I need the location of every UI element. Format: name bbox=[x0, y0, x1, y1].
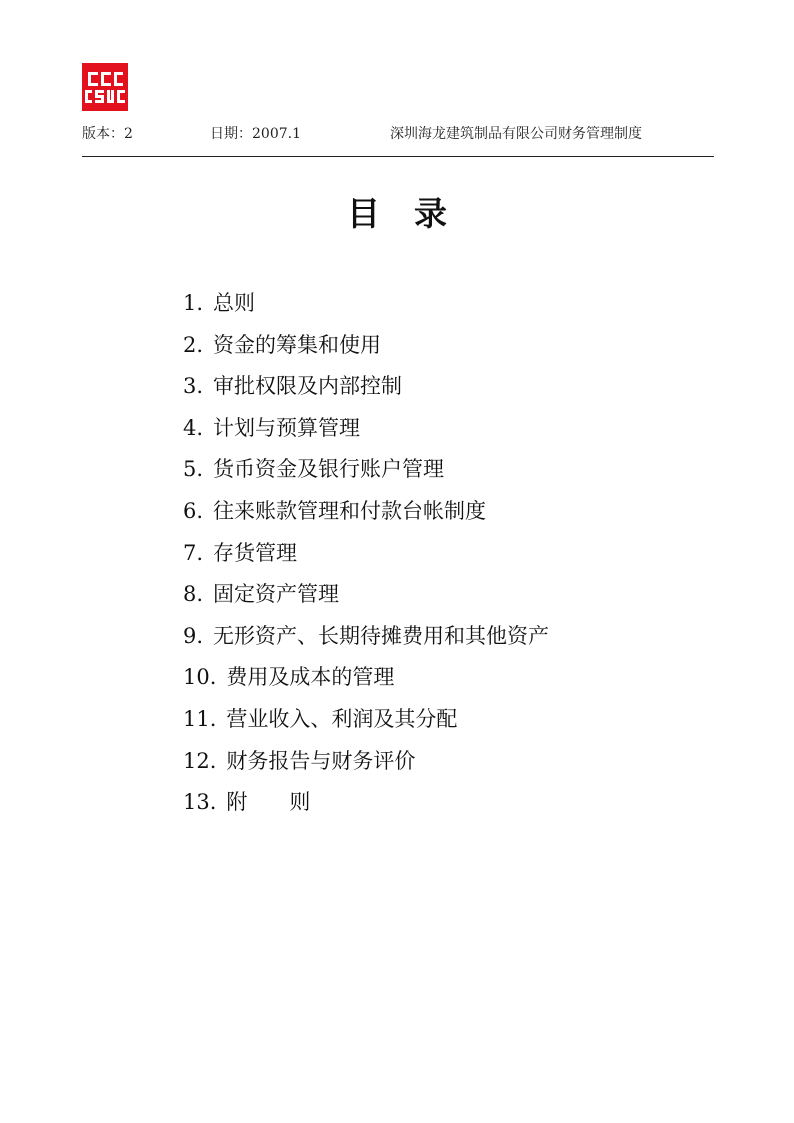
toc-item-label: 无形资产、长期待摊费用和其他资产 bbox=[213, 623, 550, 648]
toc-item-number: 12. bbox=[183, 748, 217, 773]
toc-item-label: 计划与预算管理 bbox=[213, 415, 361, 440]
toc-item-label: 固定资产管理 bbox=[213, 582, 340, 607]
toc-item-label: 存货管理 bbox=[213, 540, 298, 565]
document-header-title: 深圳海龙建筑制品有限公司财务管理制度 bbox=[390, 126, 642, 142]
company-logo-mark bbox=[82, 63, 128, 111]
toc-item-label: 财务报告与财务评价 bbox=[226, 748, 416, 773]
toc-item bbox=[183, 536, 549, 578]
toc-item-label: 总则 bbox=[213, 291, 256, 315]
toc-item bbox=[183, 494, 549, 536]
toc-item-number: 2. bbox=[183, 332, 204, 357]
toc-item-number: 8. bbox=[183, 582, 204, 607]
toc-item-number: 10. bbox=[183, 665, 217, 690]
toc-item-number: 1. bbox=[183, 291, 204, 315]
toc-list bbox=[183, 286, 549, 827]
toc-item-number: 5. bbox=[183, 457, 204, 482]
toc-item-label: 往来账款管理和付款台帐制度 bbox=[213, 498, 487, 523]
toc-item-label: 审批权限及内部控制 bbox=[213, 374, 403, 399]
toc-item bbox=[183, 744, 549, 786]
document-date: 日期：2007.1 bbox=[210, 126, 301, 142]
toc-item bbox=[183, 577, 549, 619]
document-version: 版本：2 bbox=[82, 126, 133, 142]
toc-title: 目录 bbox=[347, 194, 481, 233]
toc-item-label: 附 则 bbox=[226, 790, 311, 815]
toc-item bbox=[183, 660, 549, 702]
toc-item-number: 11. bbox=[183, 706, 217, 731]
toc-item-number: 6. bbox=[183, 498, 204, 523]
toc-item-number: 4. bbox=[183, 415, 204, 440]
toc-item bbox=[183, 702, 549, 744]
toc-item-number: 9. bbox=[183, 623, 204, 648]
toc-item bbox=[183, 411, 549, 453]
toc-item bbox=[183, 328, 549, 370]
toc-item-number: 7. bbox=[183, 540, 204, 565]
toc-item-label: 货币资金及银行账户管理 bbox=[213, 457, 445, 482]
toc-item-number: 13. bbox=[183, 790, 217, 815]
toc-item-label: 营业收入、利润及其分配 bbox=[226, 706, 458, 731]
toc-item-label: 费用及成本的管理 bbox=[226, 665, 395, 690]
toc-item bbox=[183, 286, 549, 328]
company-logo bbox=[82, 63, 128, 111]
toc-item bbox=[183, 452, 549, 494]
toc-item bbox=[183, 369, 549, 411]
toc-item bbox=[183, 619, 549, 661]
toc-item-label: 资金的筹集和使用 bbox=[213, 332, 382, 357]
toc-item-number: 3. bbox=[183, 374, 204, 399]
toc-item bbox=[183, 785, 549, 827]
header-divider bbox=[82, 156, 714, 157]
